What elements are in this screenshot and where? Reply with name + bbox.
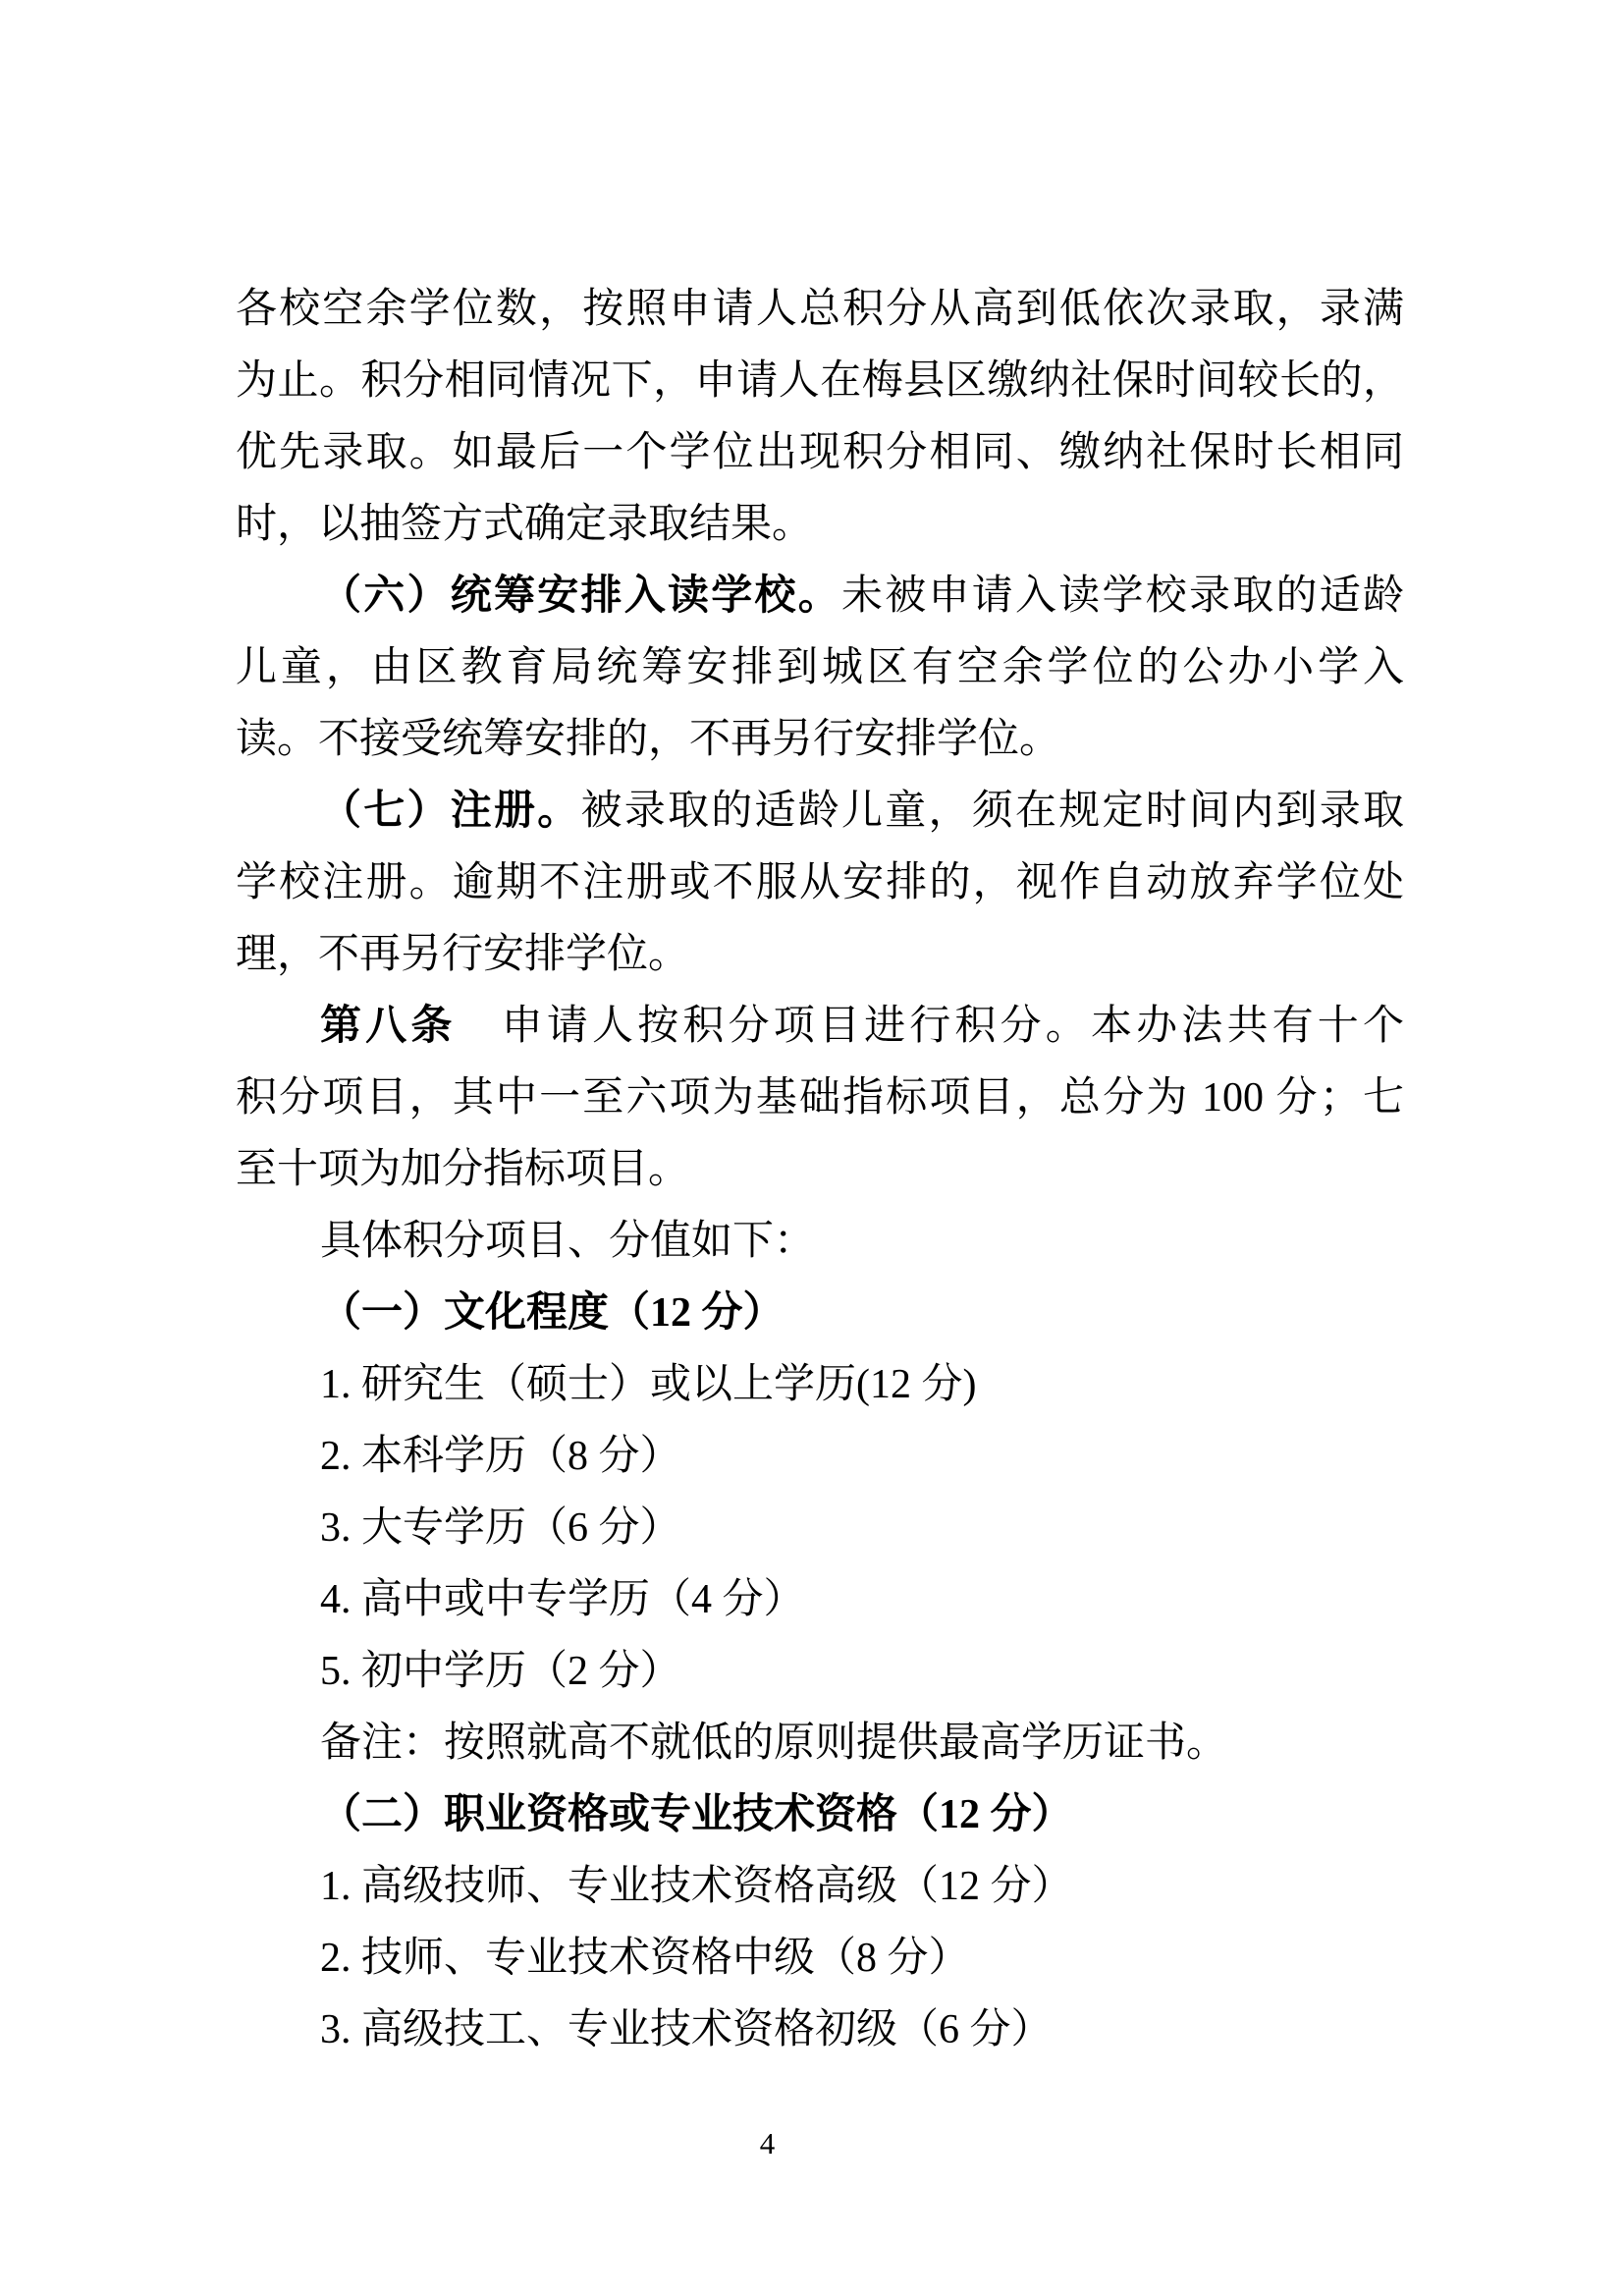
doc-line xyxy=(236,274,1404,346)
text-run: 1. 研究生（硕士）或以上学历(12 分) xyxy=(320,1362,977,1407)
text-run: 4. 高中或中专学历（4 分） xyxy=(320,1577,805,1622)
doc-line xyxy=(236,919,1404,991)
doc-line xyxy=(236,1206,1404,1278)
doc-line xyxy=(236,1421,1404,1493)
bold-run: （七）注册。 xyxy=(320,789,581,834)
doc-line xyxy=(236,346,1404,417)
bold-run: （二）职业资格或专业技术资格（12 分） xyxy=(320,1792,1073,1837)
text-run: 被录取的适龄儿童，须在规定时间内到录取 xyxy=(580,789,1404,834)
doc-line xyxy=(236,776,1404,847)
text-run: 时，以抽签方式确定录取结果。 xyxy=(236,502,814,547)
text-run: 各校空余学位数，按照申请人总积分从高到低依次录取，录满 xyxy=(236,287,1404,332)
doc-line xyxy=(236,489,1404,561)
text-block xyxy=(236,274,1404,2066)
text-run: 3. 大专学历（6 分） xyxy=(320,1505,681,1551)
text-run: 5. 初中学历（2 分） xyxy=(320,1649,681,1694)
bold-run: （一）文化程度（12 分） xyxy=(320,1290,784,1336)
text-run: 优先录取。如最后一个学位出现积分相同、缴纳社保时长相同 xyxy=(236,430,1404,475)
doc-line xyxy=(236,1995,1404,2066)
doc-line xyxy=(236,847,1404,919)
text-run: 理，不再另行安排学位。 xyxy=(236,932,690,977)
doc-line xyxy=(236,1063,1404,1134)
doc-line xyxy=(236,417,1404,489)
doc-line xyxy=(236,1134,1404,1206)
text-run: 未被申请入读学校录取的适龄 xyxy=(841,574,1404,619)
doc-line section-heading xyxy=(236,1278,1404,1349)
doc-line xyxy=(236,704,1404,776)
text-run: 3. 高级技工、专业技术资格初级（6 分） xyxy=(320,2007,1053,2052)
doc-line xyxy=(236,1923,1404,1995)
doc-line xyxy=(236,1493,1404,1564)
doc-line xyxy=(236,1349,1404,1421)
text-run: 1. 高级技师、专业技术资格高级（12 分） xyxy=(320,1864,1073,1909)
doc-line section-heading xyxy=(236,1779,1404,1851)
bold-run: （六）统筹安排入读学校。 xyxy=(320,574,841,619)
text-run: 2. 技师、专业技术资格中级（8 分） xyxy=(320,1936,970,1981)
text-run: 至十项为加分指标项目。 xyxy=(236,1147,690,1192)
bold-run: 第八条 xyxy=(320,1004,457,1049)
text-run: 学校注册。逾期不注册或不服从安排的，视作自动放弃学位处 xyxy=(236,860,1404,905)
doc-line xyxy=(236,1851,1404,1923)
doc-line xyxy=(236,991,1404,1063)
page-number: 4 xyxy=(759,2126,776,2160)
doc-line xyxy=(236,1564,1404,1636)
doc-line xyxy=(236,1708,1404,1779)
text-run: 为止。积分相同情况下，申请人在梅县区缴纳社保时间较长的， xyxy=(236,358,1404,404)
text-run: 读。不接受统筹安排的，不再另行安排学位。 xyxy=(236,717,1061,762)
text-run: 具体积分项目、分值如下： xyxy=(320,1219,816,1264)
doc-line xyxy=(236,561,1404,632)
text-run: 2. 本科学历（8 分） xyxy=(320,1434,681,1479)
text-run: 儿童，由区教育局统筹安排到城区有空余学位的公办小学入 xyxy=(236,645,1404,690)
doc-line xyxy=(236,1636,1404,1708)
doc-line xyxy=(236,632,1404,704)
text-run: 积分项目，其中一至六项为基础指标项目，总分为 100 分；七 xyxy=(236,1075,1404,1121)
text-run: 备注：按照就高不就低的原则提供最高学历证书。 xyxy=(320,1721,1228,1766)
text-run: 申请人按积分项目进行积分。本办法共有十个 xyxy=(456,1004,1404,1049)
